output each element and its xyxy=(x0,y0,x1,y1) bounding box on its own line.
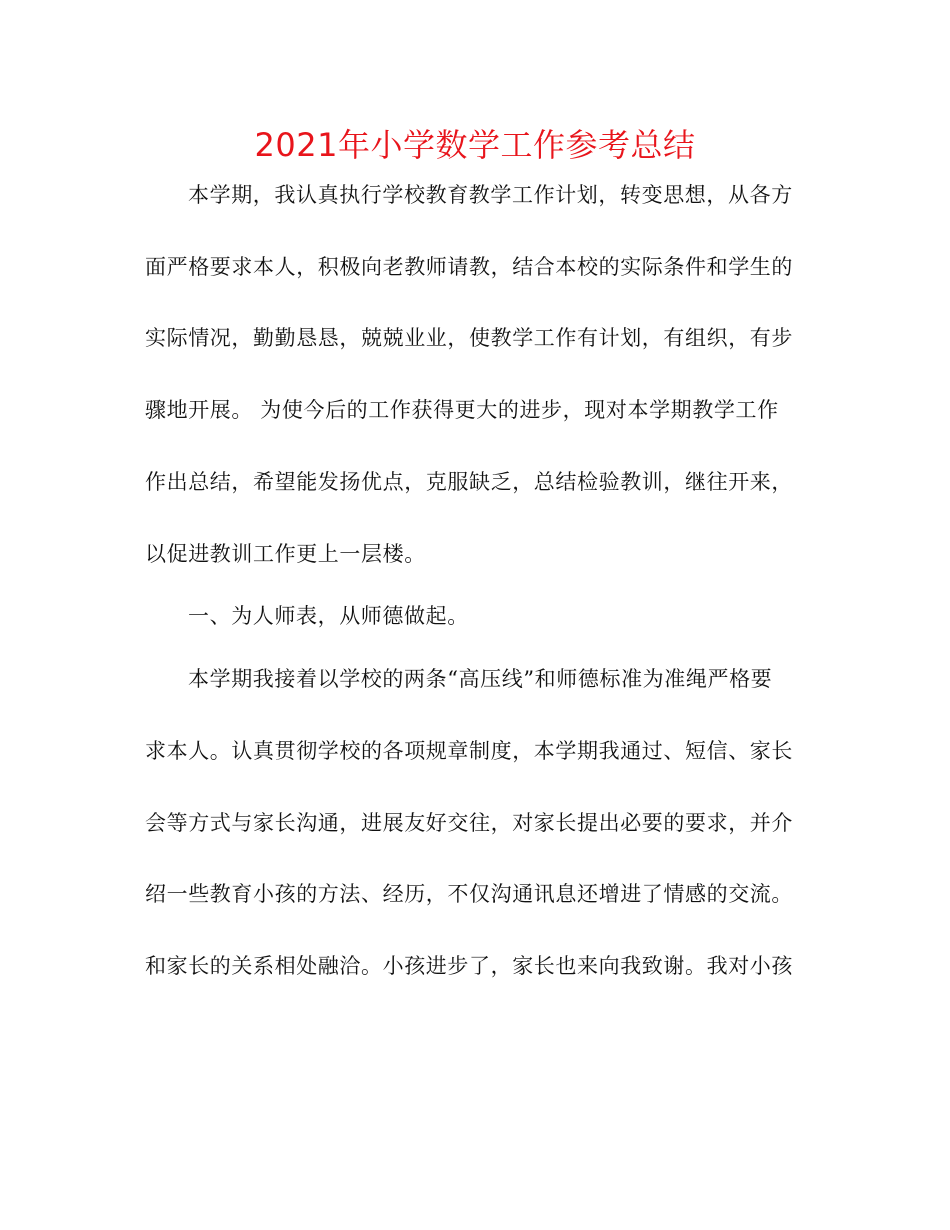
paragraph-1-line-2: 面严格要求本人，积极向老教师请教，结合本校的实际条件和学生的 xyxy=(145,255,793,279)
paragraph-2-line-5: 和家长的关系相处融洽。小孩进步了，家长也来向我致谢。我对小孩 xyxy=(145,954,793,978)
paragraph-1-line-6: 以促进教训工作更上一层楼。 xyxy=(145,542,426,566)
paragraph-2-line-2: 求本人。认真贯彻学校的各项规章制度，本学期我通过、短信、家长 xyxy=(145,739,793,763)
document-title: 2021年小学数学工作参考总结 xyxy=(254,126,696,164)
paragraph-2-line-1: 本学期我接着以学校的两条“高压线”和师德标准为准绳严格要 xyxy=(188,667,773,691)
paragraph-1-line-5: 作出总结，希望能发扬优点，克服缺乏，总结检验教训，继往开来， xyxy=(145,470,793,494)
paragraph-1-line-3: 实际情况，勤勤恳恳，兢兢业业，使教学工作有计划，有组织，有步 xyxy=(145,326,793,350)
paragraph-1-line-1: 本学期，我认真执行学校教育教学工作计划，转变思想，从各方 xyxy=(188,183,793,207)
section-heading-1: 一、为人师表，从师德做起。 xyxy=(188,604,469,628)
paragraph-2-line-4: 绍一些教育小孩的方法、经历，不仅沟通讯息还增进了情感的交流。 xyxy=(145,882,793,906)
paragraph-1-line-4: 骤地开展。 为使今后的工作获得更大的进步，现对本学期教学工作 xyxy=(145,398,779,422)
paragraph-2-line-3: 会等方式与家长沟通，进展友好交往，对家长提出必要的要求，并介 xyxy=(145,811,793,835)
